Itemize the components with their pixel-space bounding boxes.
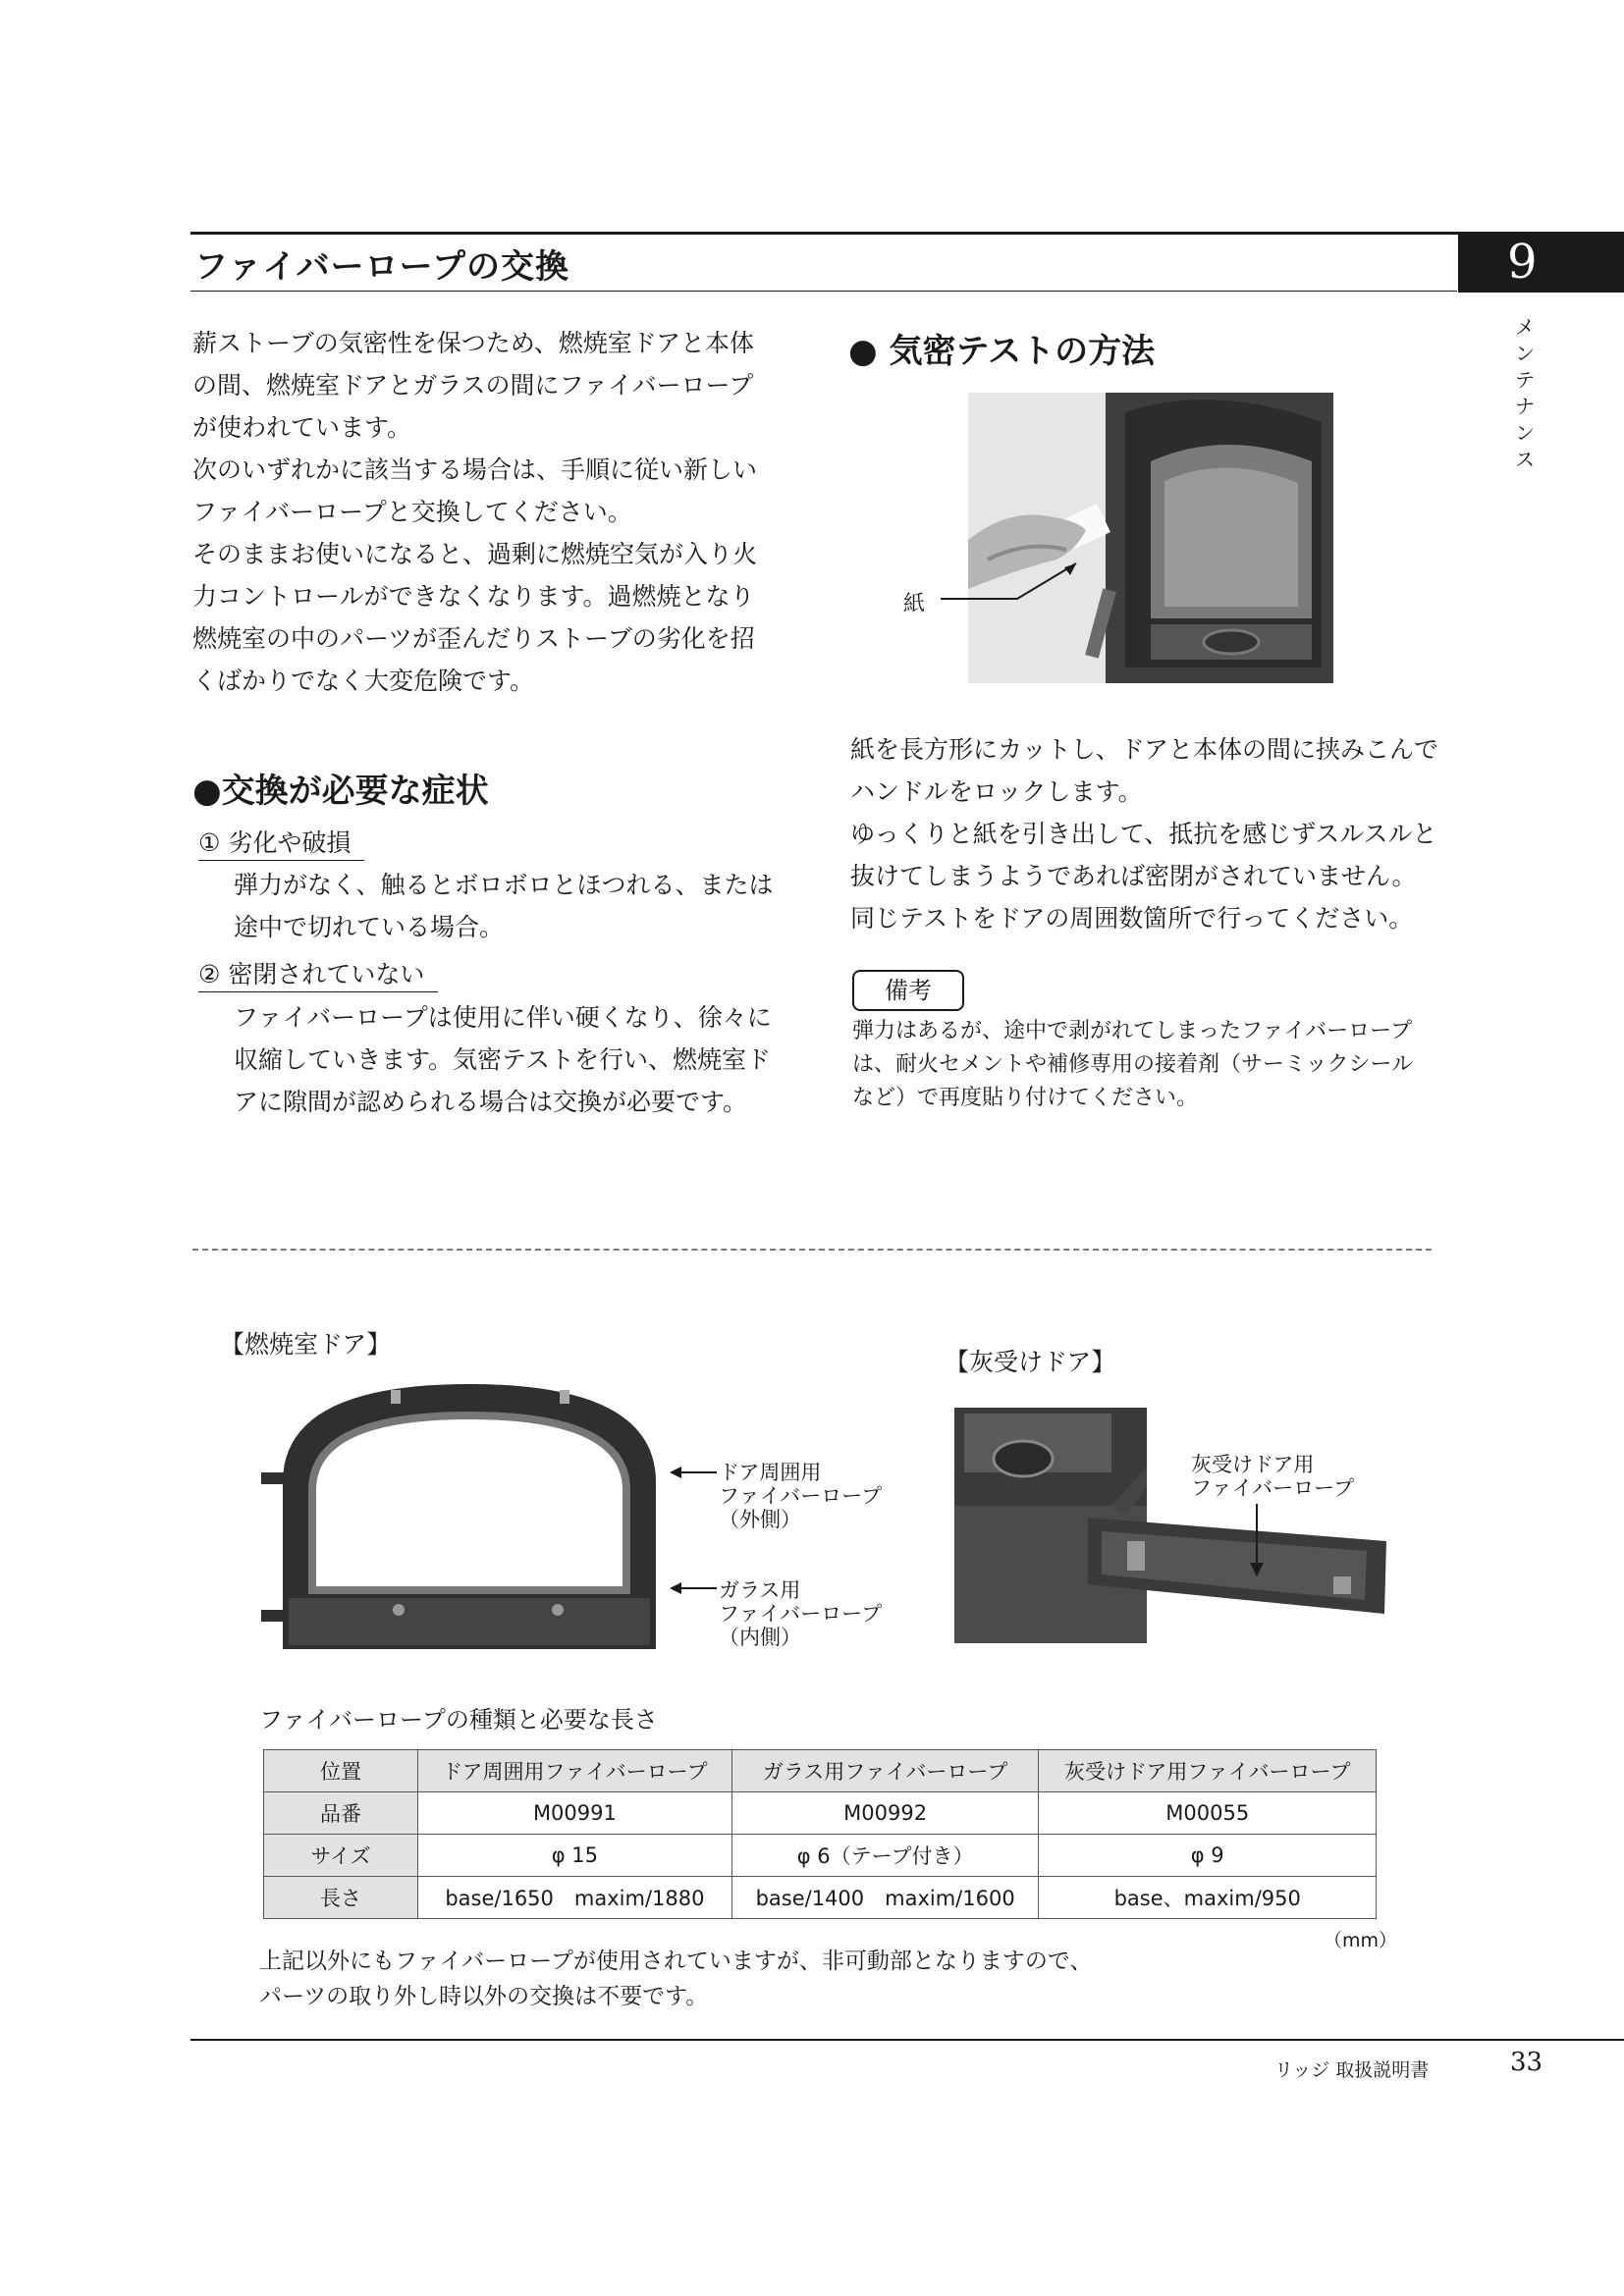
combustion-door-photo [253, 1374, 685, 1659]
symptom-line: アに隙間が認められる場合は交換が必要です。 [234, 1088, 748, 1116]
fiber-rope-table [263, 1749, 1377, 1919]
combustion-door-leaders [668, 1463, 719, 1600]
callout-line: ガラス用 [719, 1578, 801, 1602]
airtight-test-heading: ● 気密テストの方法 [848, 332, 1156, 371]
callout-line: （内側） [719, 1626, 801, 1649]
symptom-line: 弾力がなく、触るとボロボロとほつれる、または [234, 871, 774, 899]
table-caption: ファイバーロープの種類と必要な長さ [259, 1706, 658, 1734]
table-header-cell: 灰受けドア用ファイバーロープ [1039, 1750, 1377, 1792]
note-line: 弾力はあるが、途中で剥がれてしまったファイバーロープ [852, 1019, 1413, 1043]
callout-line: ファイバーロープ [1191, 1476, 1355, 1500]
paper-label: 紙 [903, 592, 926, 616]
header-rule [190, 232, 1624, 235]
symptoms-heading: ●交換が必要な症状 [192, 772, 489, 811]
footer-brand: リッジ 取扱説明書 [1274, 2059, 1430, 2081]
section-divider [192, 1249, 1432, 1251]
row-header-length: 長さ [264, 1877, 418, 1919]
footnote [259, 1944, 1143, 2014]
table-cell: base/1650 maxim/1880 [418, 1877, 732, 1919]
table-cell: φ 6（テープ付き） [731, 1835, 1039, 1877]
note-line: は、耐火セメントや補修専用の接着剤（サーミックシール [852, 1052, 1414, 1077]
test-line: ハンドルをロックします。 [850, 777, 1143, 806]
footnote-line: 上記以外にもファイバーロープが使用されていますが、非可動部となりますので、 [259, 1949, 1093, 1974]
table-cell: M00991 [418, 1792, 732, 1835]
ash-door-photo [954, 1408, 1388, 1653]
table-cell: M00055 [1039, 1792, 1377, 1835]
side-tab-maintenance: メ ン テ ナ ン ス [1515, 315, 1535, 471]
callout-line: ドア周囲用 [719, 1461, 822, 1484]
table-row [264, 1877, 1377, 1919]
intro-line: ファイバーロープと交換してください。 [192, 498, 632, 526]
page-number: 33 [1510, 2048, 1543, 2077]
table-header-cell: 位置 [264, 1750, 418, 1792]
symptom-line: ファイバーロープは使用に伴い硬くなり、徐々に [234, 1003, 772, 1032]
footnote-line: パーツの取り外し時以外の交換は不要です。 [259, 1984, 709, 2009]
callout-line: 灰受けドア用 [1191, 1453, 1315, 1476]
airtight-test-instructions [850, 728, 1439, 939]
inner-rope-callout [719, 1578, 882, 1649]
table-cell: base、maxim/950 [1039, 1877, 1377, 1919]
intro-line: 薪ストーブの気密性を保つため、燃焼室ドアと本体 [192, 329, 755, 357]
paper-leader-line [939, 560, 1086, 618]
table-row [264, 1792, 1377, 1835]
paper-test-photo [968, 393, 1333, 683]
row-header-part-number: 品番 [264, 1792, 418, 1835]
ash-door-caption: 【灰受けドア】 [945, 1348, 1116, 1376]
symptom-line: 途中で切れている場合。 [234, 913, 505, 941]
page-title: ファイバーロープの交換 [194, 247, 569, 287]
ash-door-rope-callout [1191, 1453, 1354, 1500]
symptom-label-not-sealed: ② 密閉されていない [198, 958, 438, 992]
symptom-line: 収縮していきます。気密テストを行い、燃焼室ド [234, 1045, 772, 1074]
test-line: 同じテストをドアの周囲数箇所で行ってください。 [850, 904, 1414, 933]
row-header-size: サイズ [264, 1835, 418, 1877]
header-underline [190, 291, 1457, 292]
note-badge: 備考 [852, 970, 964, 1011]
callout-line: ファイバーロープ [719, 1484, 883, 1508]
outer-rope-callout [719, 1461, 882, 1531]
test-line: ゆっくりと紙を引き出して、抵抗を感じずスルスルと [850, 820, 1437, 848]
chapter-number-badge: 9 [1458, 232, 1624, 293]
table-row [264, 1835, 1377, 1877]
ash-door-leader [1245, 1502, 1269, 1578]
table-header-cell: ドア周囲用ファイバーロープ [418, 1750, 732, 1792]
table-cell: φ 15 [418, 1835, 732, 1877]
intro-line: 力コントロールができなくなります。過燃焼となり [192, 582, 755, 611]
combustion-door-caption: 【燃焼室ドア】 [220, 1330, 392, 1359]
test-line: 抜けてしまうようであれば密閉がされていません。 [850, 862, 1417, 890]
intro-line: そのままお使いになると、過剰に燃焼空気が入り火 [192, 540, 758, 568]
symptom-text-not-sealed [234, 996, 784, 1123]
table-unit: （mm） [1324, 1930, 1398, 1951]
callout-line: （外側） [719, 1508, 801, 1531]
intro-line: 燃焼室の中のパーツが歪んだりストーブの劣化を招 [192, 624, 755, 653]
callout-line: ファイバーロープ [719, 1602, 883, 1626]
symptom-text-deterioration [234, 864, 784, 948]
symptom-label-deterioration: ① 劣化や破損 [198, 827, 364, 861]
intro-line: が使われています。 [192, 413, 412, 442]
footer-rule [190, 2039, 1624, 2041]
table-header-row [264, 1750, 1377, 1792]
test-line: 紙を長方形にカットし、ドアと本体の間に挟みこんで [850, 735, 1439, 764]
table-cell: φ 9 [1039, 1835, 1377, 1877]
intro-line: 次のいずれかに該当する場合は、手順に従い新しい [192, 455, 758, 484]
note-line: など）で再度貼り付けてください。 [852, 1086, 1199, 1110]
note-text [852, 1015, 1441, 1115]
intro-paragraph [192, 322, 782, 702]
table-cell: base/1400 maxim/1600 [731, 1877, 1039, 1919]
intro-line: くばかりでなく大変危険です。 [192, 667, 535, 695]
table-header-cell: ガラス用ファイバーロープ [731, 1750, 1039, 1792]
intro-line: の間、燃焼室ドアとガラスの間にファイバーロープ [192, 371, 754, 400]
table-cell: M00992 [731, 1792, 1039, 1835]
